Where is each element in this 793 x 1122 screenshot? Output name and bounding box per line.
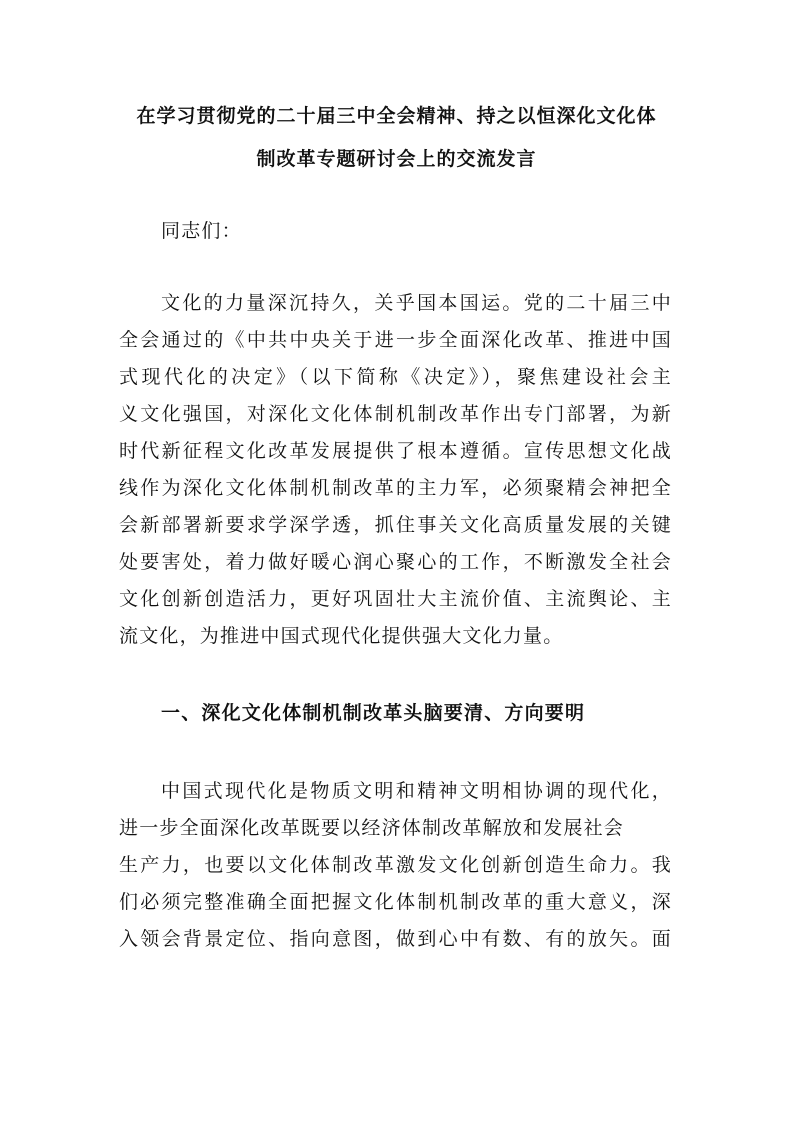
paragraph-2-line: 生产力，也要以文化体制改革激发文化创新创造生命力。我 <box>119 854 672 876</box>
salutation: 同志们： <box>161 220 242 242</box>
paragraph-1-line: 全会通过的《中共中央关于进一步全面深化改革、推进中国 <box>119 329 672 351</box>
document-title-line-1: 在学习贯彻党的二十届三中全会精神、持之以恒深化文化体 <box>136 105 657 127</box>
paragraph-1-line: 义文化强国，对深化文化体制机制改革作出专门部署，为新 <box>119 403 672 425</box>
paragraph-2-line: 入领会背景定位、指向意图，做到心中有数、有的放矢。面 <box>119 928 672 950</box>
paragraph-2-line: 们必须完整准确全面把握文化体制机制改革的重大意义，深 <box>119 891 672 913</box>
section-heading-1: 一、深化文化体制机制改革头脑要清、方向要明 <box>161 702 586 724</box>
paragraph-1-line: 处要害处，着力做好暖心润心聚心的工作，不断激发全社会 <box>119 551 672 573</box>
paragraph-1-line: 文化的力量深沉持久，关乎国本国运。党的二十届三中 <box>161 292 672 314</box>
paragraph-1-line: 式现代化的决定》（以下简称《决定》），聚焦建设社会主 <box>119 366 672 388</box>
paragraph-1-line: 流文化，为推进中国式现代化提供强大文化力量。 <box>119 625 564 647</box>
paragraph-2-line: 中国式现代化是物质文明和精神文明相协调的现代化， <box>161 780 672 802</box>
paragraph-2-line: 进一步全面深化改革既要以经济体制改革解放和发展社会 <box>119 817 625 839</box>
paragraph-1-line: 会新部署新要求学深学透，抓住事关文化高质量发展的关键 <box>119 514 672 536</box>
paragraph-1-line: 时代新征程文化改革发展提供了根本遵循。宣传思想文化战 <box>119 440 672 462</box>
paragraph-1-line: 文化创新创造活力，更好巩固壮大主流价值、主流舆论、主 <box>119 588 672 610</box>
document-title-line-2: 制改革专题研讨会上的交流发言 <box>256 148 537 170</box>
paragraph-1-line: 线作为深化文化体制机制改革的主力军，必须聚精会神把全 <box>119 477 672 499</box>
